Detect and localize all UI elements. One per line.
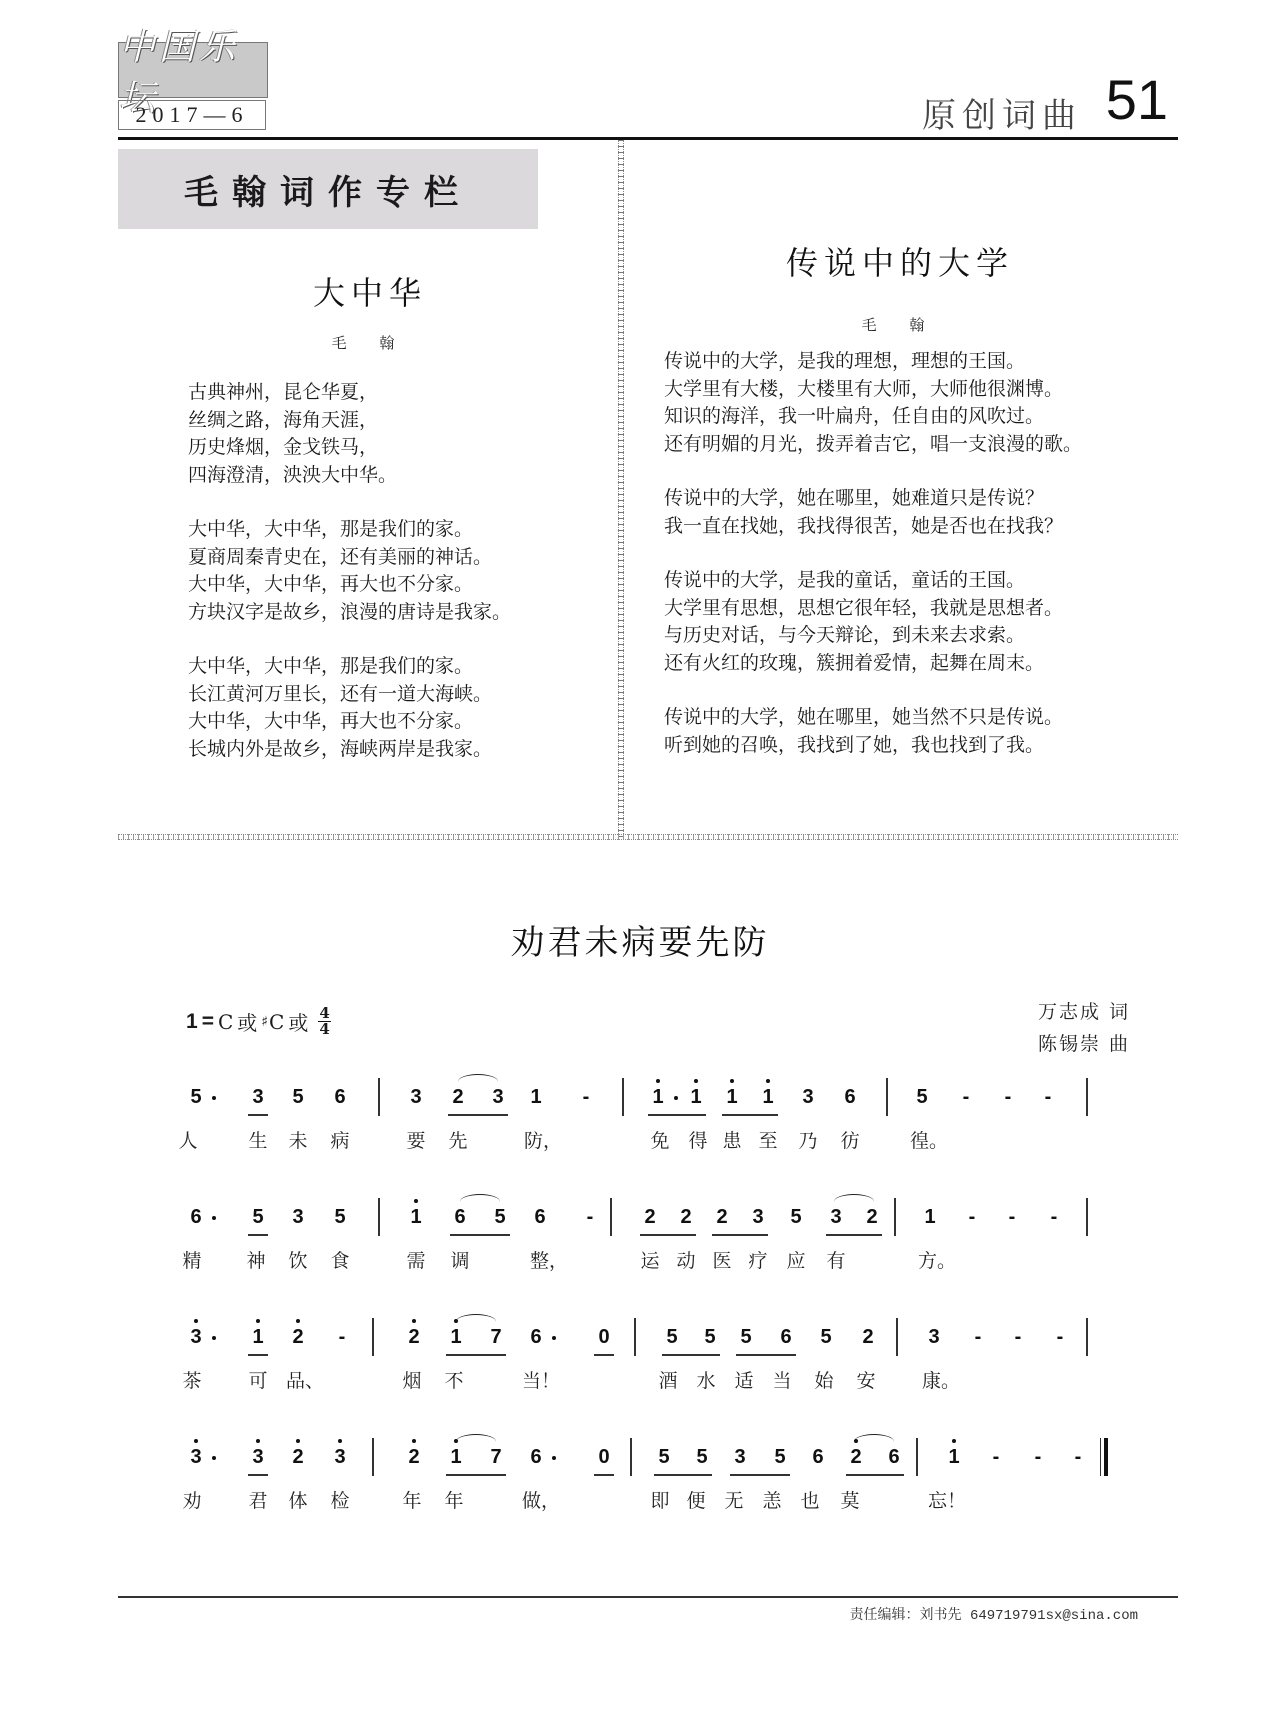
tie-slur bbox=[456, 1434, 496, 1449]
note: 5 bbox=[696, 1446, 708, 1468]
lyric: 水 bbox=[696, 1370, 716, 1392]
lyric: 调 bbox=[450, 1250, 470, 1272]
note: 2 bbox=[846, 1446, 866, 1469]
note: - bbox=[968, 1206, 976, 1228]
note: 1 bbox=[686, 1086, 706, 1109]
note: - bbox=[1050, 1206, 1058, 1228]
sharp-icon: ♯ bbox=[261, 1013, 269, 1030]
augmentation-dot bbox=[212, 1096, 216, 1100]
bar-line bbox=[378, 1198, 380, 1236]
tie-slur bbox=[460, 1194, 500, 1209]
lyric: 乃 bbox=[798, 1130, 818, 1152]
footer-rule bbox=[118, 1596, 1178, 1598]
poem-line: 与历史对话，与今天辩论，到未来去求索。 bbox=[664, 624, 1026, 646]
lyric: 需 bbox=[406, 1250, 426, 1272]
horizontal-divider bbox=[118, 834, 1178, 840]
lyric: 莫 bbox=[840, 1490, 860, 1512]
poem-line: 大中华，大中华，再大也不分家。 bbox=[188, 573, 474, 595]
bar-line bbox=[894, 1198, 896, 1236]
lyric: 先 bbox=[448, 1130, 468, 1152]
lyric: 彷 bbox=[840, 1130, 860, 1152]
lyric: 忘！ bbox=[928, 1490, 967, 1512]
poem-line: 传说中的大学，是我的童话，童话的王国。 bbox=[664, 569, 1026, 591]
poem-line: 大中华，大中华，那是我们的家。 bbox=[188, 518, 474, 540]
key-equals: = bbox=[201, 1009, 214, 1033]
section-title: 原创词曲 bbox=[922, 96, 1082, 136]
poem-line: 大中华，大中华，再大也不分家。 bbox=[188, 710, 474, 732]
key-c: C bbox=[217, 1009, 234, 1034]
note: - bbox=[974, 1326, 982, 1348]
note: 2 bbox=[716, 1206, 728, 1228]
note: 1 bbox=[446, 1446, 466, 1469]
poem-author: 毛 翰 bbox=[861, 316, 939, 334]
note: 1 bbox=[446, 1326, 466, 1349]
note: 6 bbox=[534, 1206, 546, 1228]
lyric: 患 bbox=[722, 1130, 742, 1152]
lyric: 有 bbox=[826, 1250, 846, 1272]
lyric: 人 bbox=[178, 1130, 198, 1152]
final-bar-line bbox=[1100, 1438, 1108, 1476]
bar-line bbox=[634, 1318, 636, 1356]
note: 1 bbox=[406, 1206, 426, 1229]
bar-line bbox=[378, 1078, 380, 1116]
lyric: 始 bbox=[814, 1370, 834, 1392]
column-banner: 毛翰词作专栏 bbox=[118, 149, 538, 229]
note: - bbox=[1008, 1206, 1016, 1228]
note: 3 bbox=[292, 1206, 304, 1228]
note: 5 bbox=[774, 1446, 786, 1468]
note: - bbox=[1074, 1446, 1082, 1468]
note: 3 bbox=[830, 1206, 842, 1228]
note: 5 bbox=[740, 1326, 752, 1348]
lyric: 检 bbox=[330, 1490, 350, 1512]
key-signature bbox=[186, 1006, 331, 1037]
poem-line: 传说中的大学，她在哪里，她难道只是传说？ bbox=[664, 487, 1045, 509]
poem-line: 听到她的召唤，我找到了她，我也找到了我。 bbox=[664, 733, 1045, 756]
note: 6 bbox=[186, 1206, 206, 1229]
note: 6 bbox=[526, 1446, 546, 1469]
lyric: 可 bbox=[248, 1370, 268, 1392]
bar-line bbox=[372, 1318, 374, 1356]
lyric: 病 bbox=[330, 1130, 350, 1152]
note: 6 bbox=[334, 1086, 346, 1108]
lyric: 精 bbox=[182, 1250, 202, 1272]
magazine-logo: 中国乐坛 bbox=[118, 42, 268, 98]
lyric: 安 bbox=[856, 1370, 876, 1392]
note: - bbox=[582, 1086, 590, 1108]
note: 6 bbox=[780, 1326, 792, 1348]
note: 5 bbox=[334, 1206, 346, 1228]
note: 1 bbox=[530, 1086, 542, 1108]
poem-line: 古典神州，昆仑华夏， bbox=[188, 381, 379, 403]
composer: 陈锡崇 曲 bbox=[1037, 1033, 1130, 1055]
poem-line: 方块汉字是故乡，浪漫的唐诗是我家。 bbox=[188, 600, 512, 623]
note: 5 bbox=[820, 1326, 832, 1348]
note: 1 bbox=[248, 1326, 268, 1349]
poem-body bbox=[188, 379, 511, 763]
note: 1 bbox=[758, 1086, 778, 1109]
stanza bbox=[188, 653, 511, 763]
poem-title: 传说中的大学 bbox=[785, 244, 1014, 282]
lyric: 饮 bbox=[288, 1250, 308, 1272]
poem-line: 大学里有思想，思想它很年轻，我就是思想者。 bbox=[664, 596, 1064, 619]
note: 1 bbox=[722, 1086, 742, 1109]
poem-line: 大中华，大中华，那是我们的家。 bbox=[188, 655, 474, 677]
score-row bbox=[182, 1434, 1136, 1534]
lyric: 至 bbox=[758, 1130, 778, 1152]
note: 2 bbox=[404, 1326, 424, 1349]
note: 3 bbox=[492, 1086, 504, 1108]
note: 2 bbox=[404, 1446, 424, 1469]
note: 3 bbox=[248, 1446, 268, 1469]
note: 5 bbox=[292, 1086, 304, 1108]
vertical-divider bbox=[618, 140, 624, 840]
lyric: 整， bbox=[530, 1250, 569, 1272]
lyric: 生 bbox=[248, 1130, 268, 1152]
note: 2 bbox=[680, 1206, 692, 1228]
stanza bbox=[664, 704, 1082, 759]
note: 5 bbox=[916, 1086, 928, 1108]
note: 0 bbox=[598, 1446, 610, 1468]
stanza bbox=[188, 379, 511, 489]
poem-line: 还有明媚的月光，拨弄着吉它，唱一支浪漫的歌。 bbox=[664, 432, 1083, 455]
poem-title: 大中华 bbox=[312, 274, 427, 312]
lyric: 疗 bbox=[748, 1250, 768, 1272]
lyric: 当 bbox=[772, 1370, 792, 1392]
poem-line: 知识的海洋，我一叶扁舟，任自由的风吹过。 bbox=[664, 405, 1045, 427]
score-row bbox=[182, 1194, 1136, 1294]
time-denominator: 4 bbox=[319, 1020, 330, 1038]
time-signature bbox=[318, 1006, 330, 1037]
lyric: 无 bbox=[724, 1490, 744, 1512]
lyric: 年 bbox=[402, 1490, 422, 1512]
note: 2 bbox=[862, 1326, 874, 1348]
note: 3 bbox=[734, 1446, 746, 1468]
note: - bbox=[962, 1086, 970, 1108]
note: 2 bbox=[452, 1086, 464, 1108]
lyric: 烟 bbox=[402, 1370, 422, 1392]
note: 5 bbox=[252, 1206, 264, 1228]
lyric: 防， bbox=[524, 1130, 563, 1152]
bar-line bbox=[916, 1438, 918, 1476]
note: 2 bbox=[288, 1326, 308, 1349]
note: 6 bbox=[454, 1206, 466, 1228]
poem-line: 我一直在找她，我找得很苦，她是否也在找我？ bbox=[664, 514, 1064, 537]
note: 1 bbox=[944, 1446, 964, 1469]
time-numerator: 4 bbox=[319, 1004, 330, 1022]
lyric: 方。 bbox=[918, 1250, 957, 1272]
stanza bbox=[664, 567, 1082, 677]
note: 3 bbox=[752, 1206, 764, 1228]
note: 6 bbox=[812, 1446, 824, 1468]
lyric: 不 bbox=[444, 1370, 464, 1392]
poem-line: 历史烽烟，金戈铁马， bbox=[188, 436, 379, 458]
lyric: 神 bbox=[246, 1250, 266, 1272]
lyric: 当！ bbox=[522, 1370, 561, 1392]
score-row bbox=[182, 1314, 1136, 1414]
lyric: 医 bbox=[712, 1250, 732, 1272]
note: 3 bbox=[252, 1086, 264, 1108]
key-one: 1 bbox=[186, 1009, 198, 1033]
lyric: 品、 bbox=[286, 1370, 325, 1392]
note: 5 bbox=[666, 1326, 678, 1348]
note: 1 bbox=[648, 1086, 668, 1109]
note: 5 bbox=[704, 1326, 716, 1348]
lyric: 茶 bbox=[182, 1370, 202, 1392]
poem-line: 大学里有大楼，大楼里有大师，大师他很渊博。 bbox=[664, 377, 1064, 400]
note: 0 bbox=[598, 1326, 610, 1348]
poem-body bbox=[664, 348, 1082, 759]
song-credits bbox=[1038, 996, 1130, 1060]
tie-slur bbox=[834, 1194, 874, 1209]
lyric: 恙 bbox=[762, 1490, 782, 1512]
poem-line: 丝绸之路，海角天涯， bbox=[188, 408, 379, 431]
lyric: 食 bbox=[330, 1250, 350, 1272]
poem-line: 长城内外是故乡，海峡两岸是我家。 bbox=[188, 737, 493, 760]
note: 7 bbox=[490, 1446, 502, 1468]
lyric: 君 bbox=[248, 1490, 268, 1512]
tie-slur bbox=[854, 1434, 894, 1449]
lyric: 徨。 bbox=[910, 1130, 949, 1152]
note: 3 bbox=[186, 1326, 206, 1349]
note: 5 bbox=[494, 1206, 506, 1228]
song-title: 劝君未病要先防 bbox=[510, 923, 770, 963]
bar-line bbox=[610, 1198, 612, 1236]
bar-line bbox=[886, 1078, 888, 1116]
lyric: 动 bbox=[676, 1250, 696, 1272]
note: 5 bbox=[790, 1206, 802, 1228]
stanza bbox=[664, 348, 1082, 458]
note: - bbox=[1056, 1326, 1064, 1348]
note: 3 bbox=[186, 1446, 206, 1469]
lyric: 运 bbox=[640, 1250, 660, 1272]
key-or: 或 bbox=[288, 1011, 309, 1035]
lyric: 便 bbox=[686, 1490, 706, 1512]
note: 2 bbox=[644, 1206, 656, 1228]
note: 6 bbox=[888, 1446, 900, 1468]
lyric: 酒 bbox=[658, 1370, 678, 1392]
poem-line: 传说中的大学，她在哪里，她当然不只是传说。 bbox=[664, 706, 1064, 728]
score-row bbox=[178, 1074, 1136, 1174]
note: - bbox=[1034, 1446, 1042, 1468]
key-or: 或 bbox=[237, 1011, 258, 1035]
header-rule bbox=[118, 137, 1178, 140]
note: - bbox=[1004, 1086, 1012, 1108]
stanza bbox=[188, 516, 511, 626]
bar-line bbox=[1086, 1318, 1088, 1356]
lyric: 劝 bbox=[182, 1490, 202, 1512]
note: - bbox=[1044, 1086, 1052, 1108]
note: 3 bbox=[410, 1086, 422, 1108]
note: 6 bbox=[526, 1326, 546, 1349]
tie-slur bbox=[458, 1074, 498, 1089]
lyric: 即 bbox=[650, 1490, 670, 1512]
note: 7 bbox=[490, 1326, 502, 1348]
bar-line bbox=[630, 1438, 632, 1476]
issue-number: 2017—6 bbox=[118, 100, 266, 130]
note: 3 bbox=[330, 1446, 350, 1469]
poem-line: 四海澄清，泱泱大中华。 bbox=[188, 463, 398, 486]
lyric: 未 bbox=[288, 1130, 308, 1152]
editor-credit: 责任编辑：刘书先 649719791sx@sina.com bbox=[849, 1608, 1138, 1624]
poem-line: 长江黄河万里长，还有一道大海峡。 bbox=[188, 682, 493, 705]
lyric: 应 bbox=[786, 1250, 806, 1272]
note: 5 bbox=[658, 1446, 670, 1468]
note: - bbox=[586, 1206, 594, 1228]
lyric: 适 bbox=[734, 1370, 754, 1392]
tie-slur bbox=[456, 1314, 496, 1329]
poem-line: 还有火红的玫瑰，簇拥着爱情，起舞在周末。 bbox=[664, 651, 1045, 674]
note: 3 bbox=[928, 1326, 940, 1348]
note: 2 bbox=[288, 1446, 308, 1469]
poem-line: 夏商周秦青史在，还有美丽的神话。 bbox=[188, 545, 493, 568]
bar-line bbox=[896, 1318, 898, 1356]
key-c-sharp: C bbox=[269, 1009, 285, 1034]
lyric: 康。 bbox=[922, 1370, 961, 1392]
note: 5 bbox=[186, 1086, 206, 1109]
note: 3 bbox=[802, 1086, 814, 1108]
note: - bbox=[992, 1446, 1000, 1468]
poem-author: 毛 翰 bbox=[331, 334, 409, 352]
bar-line bbox=[372, 1438, 374, 1476]
lyric: 做， bbox=[522, 1490, 561, 1512]
lyric: 体 bbox=[288, 1490, 308, 1512]
page-number: 51 bbox=[1105, 68, 1168, 131]
note: 2 bbox=[866, 1206, 878, 1228]
lyric: 得 bbox=[688, 1130, 708, 1152]
lyricist: 万志成 词 bbox=[1037, 1001, 1130, 1023]
bar-line bbox=[1086, 1198, 1088, 1236]
lyric: 年 bbox=[444, 1490, 464, 1512]
lyric: 要 bbox=[406, 1130, 426, 1152]
bar-line bbox=[622, 1078, 624, 1116]
note: 6 bbox=[844, 1086, 856, 1108]
stanza bbox=[664, 485, 1082, 540]
lyric: 免 bbox=[650, 1130, 670, 1152]
note: - bbox=[1014, 1326, 1022, 1348]
note: - bbox=[338, 1326, 346, 1348]
note: 1 bbox=[924, 1206, 936, 1228]
poem-line: 传说中的大学，是我的理想，理想的王国。 bbox=[664, 350, 1026, 372]
bar-line bbox=[1086, 1078, 1088, 1116]
lyric: 也 bbox=[800, 1490, 820, 1512]
